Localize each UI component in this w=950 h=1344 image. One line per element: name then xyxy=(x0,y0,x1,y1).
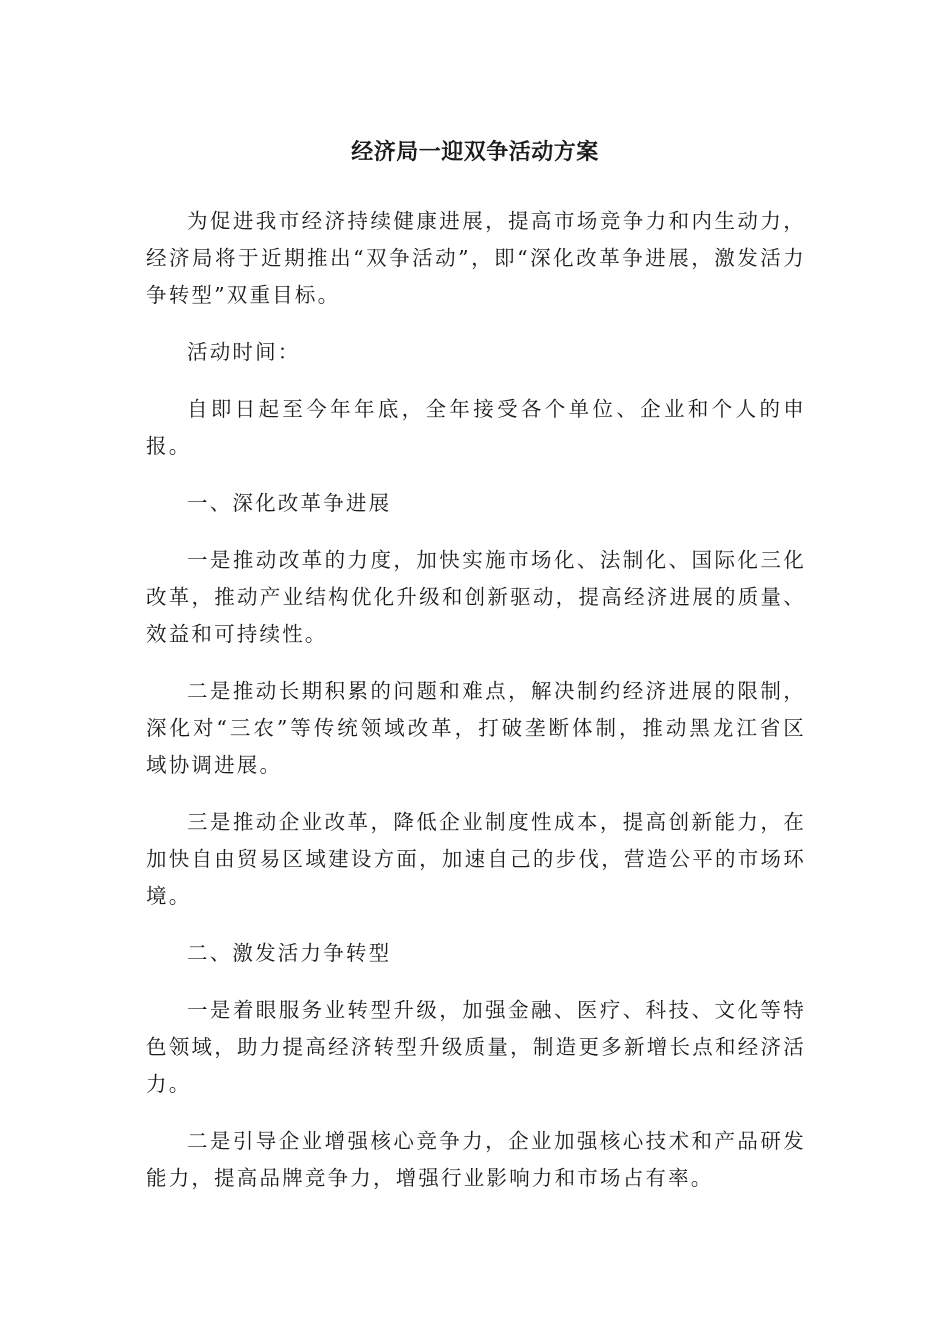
section-one-item-1: 一是推动改革的力度，加快实施市场化、法制化、国际化三化改革，推动产业结构优化升级和创新驱动，提高经济进展的质量、效益和可持续性。 xyxy=(146,548,806,646)
activity-time-label: 活动时间： xyxy=(187,340,301,364)
section-two-item-2: 二是引导企业增强核心竞争力，企业加强核心技术和产品研发能力，提高品牌竞争力，增强行业影响力和市场占有率。 xyxy=(146,1129,806,1190)
section-one-item-2: 二是推动长期积累的问题和难点，解决制约经济进展的限制，深化对“三农”等传统领域改革，打破垄断体制，推动黑龙江省区域协调进展。 xyxy=(146,679,806,777)
section-one-item-3: 三是推动企业改革，降低企业制度性成本，提高创新能力，在加快自由贸易区域建设方面，加速自己的步伐，营造公平的市场环境。 xyxy=(146,810,806,908)
section-two-heading: 二、激发活力争转型 xyxy=(187,941,392,965)
document-body xyxy=(146,203,806,1217)
activity-time-paragraph: 自即日起至今年年底，全年接受各个单位、企业和个人的申报。 xyxy=(146,397,806,458)
section-two-item-1: 一是着眼服务业转型升级，加强金融、医疗、科技、文化等特色领域，助力提高经济转型升级质量，制造更多新增长点和经济活力。 xyxy=(146,998,806,1096)
document-title: 经济局一迎双争活动方案 xyxy=(351,140,599,165)
intro-paragraph: 为促进我市经济持续健康进展，提高市场竞争力和内生动力，经济局将于近期推出“双争活动”，即“深化改革争进展，激发活力争转型”双重目标。 xyxy=(146,209,806,307)
section-one-heading: 一、深化改革争进展 xyxy=(187,491,392,515)
